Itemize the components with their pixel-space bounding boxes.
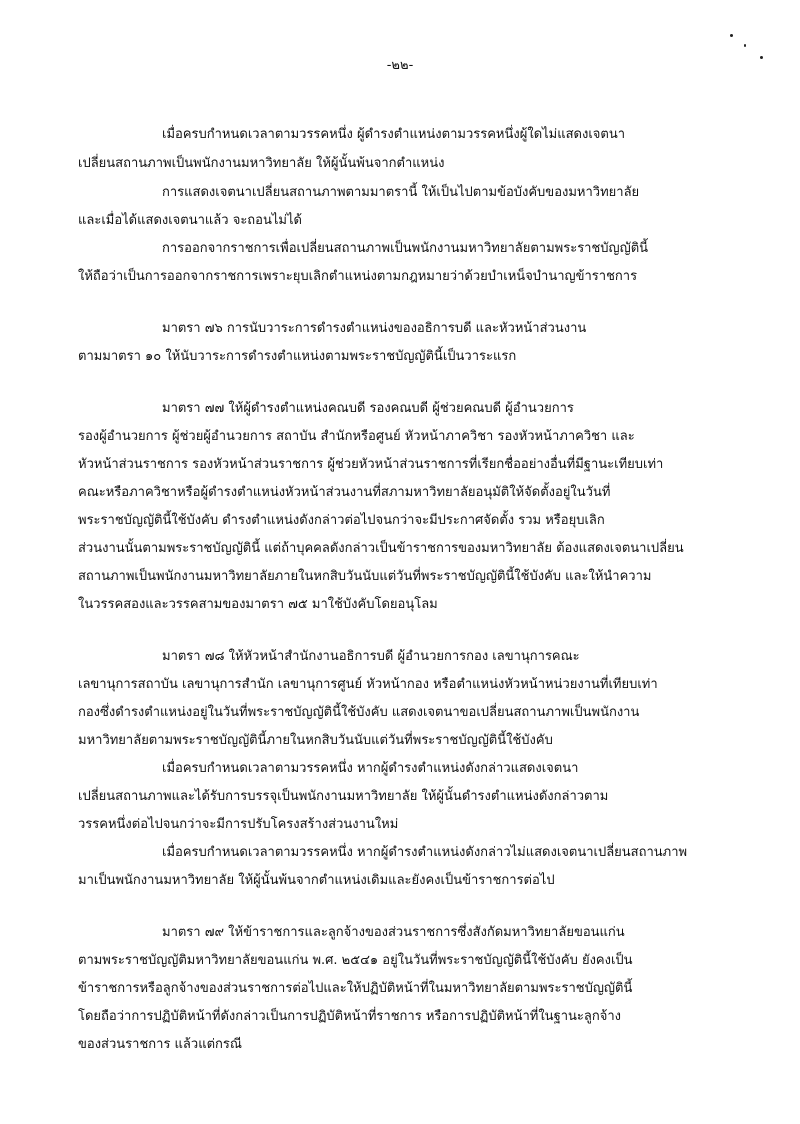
text-line: มาเป็นพนักงานมหาวิทยาลัย ให้ผู้นั้นพ้นจากตำแหน่งเดิมและยังคงเป็นข้าราชการต่อไป — [78, 873, 555, 888]
text-line: การแสดงเจตนาเปลี่ยนสถานภาพตามมาตรานี้ ให้เป็นไปตามข้อบังคับของมหาวิทยาลัย — [162, 185, 640, 200]
text-line: การออกจากราชการเพื่อเปลี่ยนสถานภาพเป็นพนักงานมหาวิทยาลัยตามพระราชบัญญัตินี้ — [162, 241, 649, 256]
text-line: เมื่อครบกำหนดเวลาตามวรรคหนึ่ง ผู้ดำรงตำแหน่งตามวรรคหนึ่งผู้ใดไม่แสดงเจตนา — [162, 127, 626, 142]
text-line: มาตรา ๗๙ ให้ข้าราชการและลูกจ้างของส่วนราชการซึ่งสังกัดมหาวิทยาลัยขอนแก่น — [162, 925, 625, 940]
scan-specks — [728, 30, 778, 70]
text-line: มหาวิทยาลัยตามพระราชบัญญัตินี้ภายในหกสิบวันนับแต่วันที่พระราชบัญญัตินี้ใช้บังคับ — [78, 733, 553, 748]
text-line: ให้ถือว่าเป็นการออกจากราชการเพราะยุบเลิกตำแหน่งตามกฎหมายว่าด้วยบำเหน็จบำนาญข้าราชการ — [78, 269, 638, 284]
text-line: สถานภาพเป็นพนักงานมหาวิทยาลัยภายในหกสิบวันนับแต่วันที่พระราชบัญญัตินี้ใช้บังคับ และให้นำความ — [78, 569, 652, 584]
text-line: เปลี่ยนสถานภาพเป็นพนักงานมหาวิทยาลัย ให้ผู้นั้นพ้นจากตำแหน่ง — [78, 156, 445, 171]
text-line: วรรคหนึ่งต่อไปจนกว่าจะมีการปรับโครงสร้างส่วนงานใหม่ — [78, 817, 399, 832]
text-line: รองผู้อำนวยการ ผู้ช่วยผู้อำนวยการ สถาบัน สำนักหรือศูนย์ หัวหน้าภาควิชา รองหัวหน้าภาควิชา และ — [78, 429, 635, 444]
text-line: คณะหรือภาควิชาหรือผู้ดำรงตำแหน่งหัวหน้าส่วนงานที่สภามหาวิทยาลัยอนุมัติให้จัดตั้งอยู่ในวันที่ — [78, 485, 611, 500]
text-line: กองซึ่งดำรงตำแหน่งอยู่ในวันที่พระราชบัญญัตินี้ใช้บังคับ แสดงเจตนาขอเปลี่ยนสถานภาพเป็นพนักงาน — [78, 705, 640, 720]
text-line: เมื่อครบกำหนดเวลาตามวรรคหนึ่ง หากผู้ดำรงตำแหน่งดังกล่าวแสดงเจตนา — [162, 761, 579, 776]
text-line: ส่วนงานนั้นตามพระราชบัญญัตินี้ แต่ถ้าบุคคลดังกล่าวเป็นข้าราชการของมหาวิทยาลัย ต้องแสดงเจตนาเปลี่ยน — [78, 541, 684, 556]
text-line: เมื่อครบกำหนดเวลาตามวรรคหนึ่ง หากผู้ดำรงตำแหน่งดังกล่าวไม่แสดงเจตนาเปลี่ยนสถานภาพ — [162, 845, 688, 860]
text-line: และเมื่อได้แสดงเจตนาแล้ว จะถอนไม่ได้ — [78, 213, 302, 228]
text-line: มาตรา ๗๖ การนับวาระการดำรงตำแหน่งของอธิการบดี และหัวหน้าส่วนงาน — [162, 321, 587, 336]
text-line: หัวหน้าส่วนราชการ รองหัวหน้าส่วนราชการ ผู้ช่วยหัวหน้าส่วนราชการที่เรียกชื่ออย่างอื่นที่มีฐานะเทียบเท่า — [78, 457, 664, 472]
text-line: พระราชบัญญัตินี้ใช้บังคับ ดำรงตำแหน่งดังกล่าวต่อไปจนกว่าจะมีประกาศจัดตั้ง รวม หรือยุบเลิก — [78, 513, 605, 528]
text-line: โดยถือว่าการปฏิบัติหน้าที่ดังกล่าวเป็นการปฏิบัติหน้าที่ราชการ หรือการปฏิบัติหน้าที่ในฐานะลูกจ้าง — [78, 1009, 622, 1024]
text-line: ในวรรคสองและวรรคสามของมาตรา ๗๕ มาใช้บังคับโดยอนุโลม — [78, 597, 438, 612]
text-line: เปลี่ยนสถานภาพและได้รับการบรรจุเป็นพนักงานมหาวิทยาลัย ให้ผู้นั้นดำรงตำแหน่งดังกล่าวตาม — [78, 789, 609, 804]
text-line: มาตรา ๗๗ ให้ผู้ดำรงตำแหน่งคณบดี รองคณบดี ผู้ช่วยคณบดี ผู้อำนวยการ — [162, 401, 574, 416]
text-line: มาตรา ๗๘ ให้หัวหน้าสำนักงานอธิการบดี ผู้อำนวยการกอง เลขานุการคณะ — [162, 649, 580, 664]
page-number: -๒๒- — [386, 58, 414, 73]
text-line: ตามพระราชบัญญัติมหาวิทยาลัยขอนแก่น พ.ศ. ๒๕๔๑ อยู่ในวันที่พระราชบัญญัตินี้ใช้บังคับ ยังคงเป็น — [78, 953, 633, 968]
text-line: ของส่วนราชการ แล้วแต่กรณี — [78, 1037, 242, 1052]
text-line: ตามมาตรา ๑๐ ให้นับวาระการดำรงตำแหน่งตามพระราชบัญญัตินี้เป็นวาระแรก — [78, 349, 517, 364]
text-line: เลขานุการสถาบัน เลขานุการสำนัก เลขานุการศูนย์ หัวหน้ากอง หรือตำแหน่งหัวหน้าหน่วยงานที่เทียบเท่า — [78, 677, 658, 692]
text-line: ข้าราชการหรือลูกจ้างของส่วนราชการต่อไปและให้ปฏิบัติหน้าที่ในมหาวิทยาลัยตามพระราชบัญญัตินี้ — [78, 981, 633, 996]
